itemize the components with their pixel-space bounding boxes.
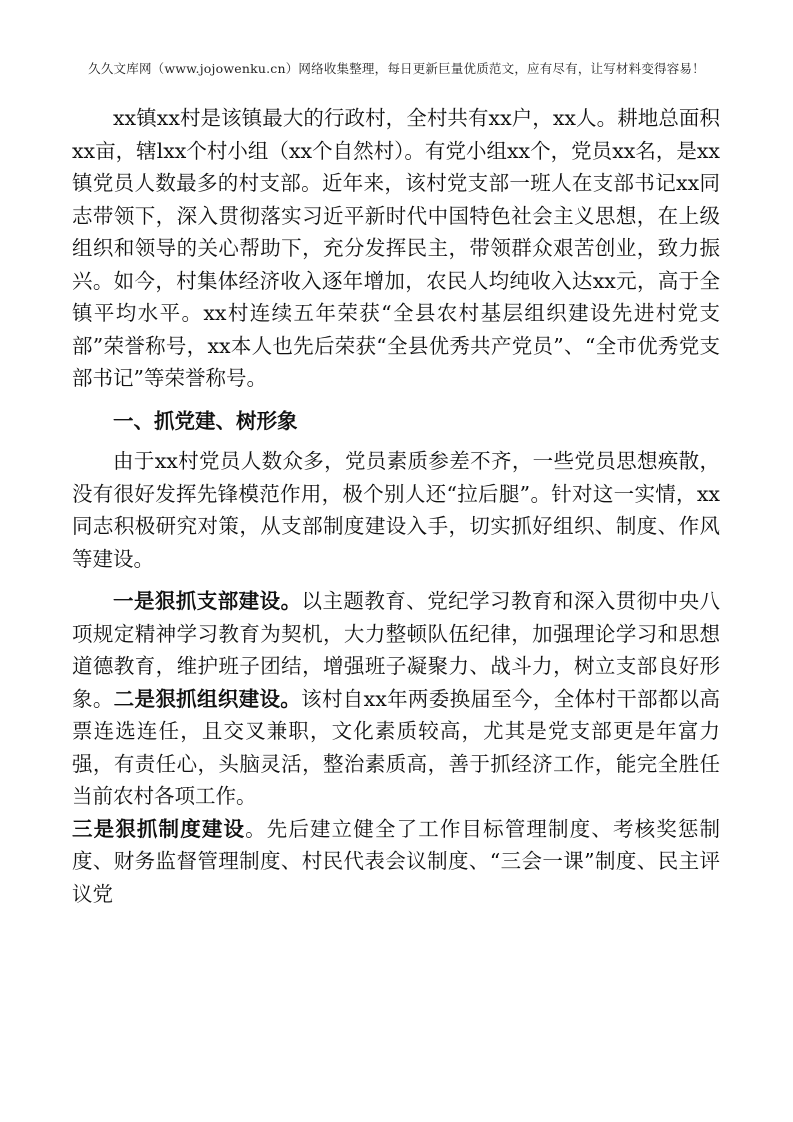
- section-heading: 一、抓党建、树形象: [113, 408, 298, 433]
- point-text: 。先后建立健全了工作目标管理制度、考核奖惩制度、财务监督管理制度、村民代表会议制度、“三会一课”制度、民主评议党: [72, 816, 721, 906]
- point-text: 以主题教育、党纪学习教育和深入贯彻中央八项规定精神学习教育为契机，大力整顿队伍纪律，加强理论学习和思想道德教育，维护班子团结，增强班子凝聚力、战斗力，树立支部良好形象。: [72, 589, 721, 711]
- site-header-line: 久久文库网（www.jojowenku.cn）网络收集整理，每日更新巨量优质范文，应有尽有，让写材料变得容易！: [88, 61, 705, 76]
- document-body: [72, 102, 720, 910]
- point-lead: 一是狠抓支部建设。: [113, 589, 302, 613]
- section-paragraph: 由于xx村党员人数众多，党员素质参差不齐，一些党员思想痪散，没有很好发挥先锋模范作用，极个别人还“拉后腿”。针对这一实情，xx同志积极研究对策，从支部制度建设入手，切实抓好组织、制度、作风等建设。: [72, 449, 720, 571]
- point-text: 该村自xx年两委换届至今，全体村干部都以高票连选连任，且交叉兼职，文化素质较高，尤其是党支部更是年富力强，有责任心，头脑灵活，整治素质高，善于抓经济工作，能完全胜任当前农村各项工作。: [72, 686, 721, 808]
- point-lead: 二是狠抓组织建设。: [113, 686, 302, 711]
- intro-paragraph: xx镇xx村是该镇最大的行政村，全村共有xx户，xx人。耕地总面积xx亩，辖lxx个村小组（xx个自然村）。有党小组xx个，党员xx名，是xx镇党员人数最多的村支部。近年来，该村党支部一班人在支部书记xx同志带领下，深入贯彻落实习近平新时代中国特色社会主义思想，在上级组织和领导的关心帮助下，充分发挥民主，带领群众艰苦创业，致力振兴。如今，村集体经济收入逐年增加，农民人均纯收入达xx元，高于全镇平均水平。xx村连续五年荣获“全县农村基层组织建设先进村党支部”荣誉称号，xx本人也先后荣获“全县优秀共产党员”、“全市优秀党支部书记”等荣誉称号。: [72, 106, 720, 390]
- point-lead: 三是狠抓制度建设: [72, 816, 246, 841]
- points-paragraph: [72, 585, 720, 910]
